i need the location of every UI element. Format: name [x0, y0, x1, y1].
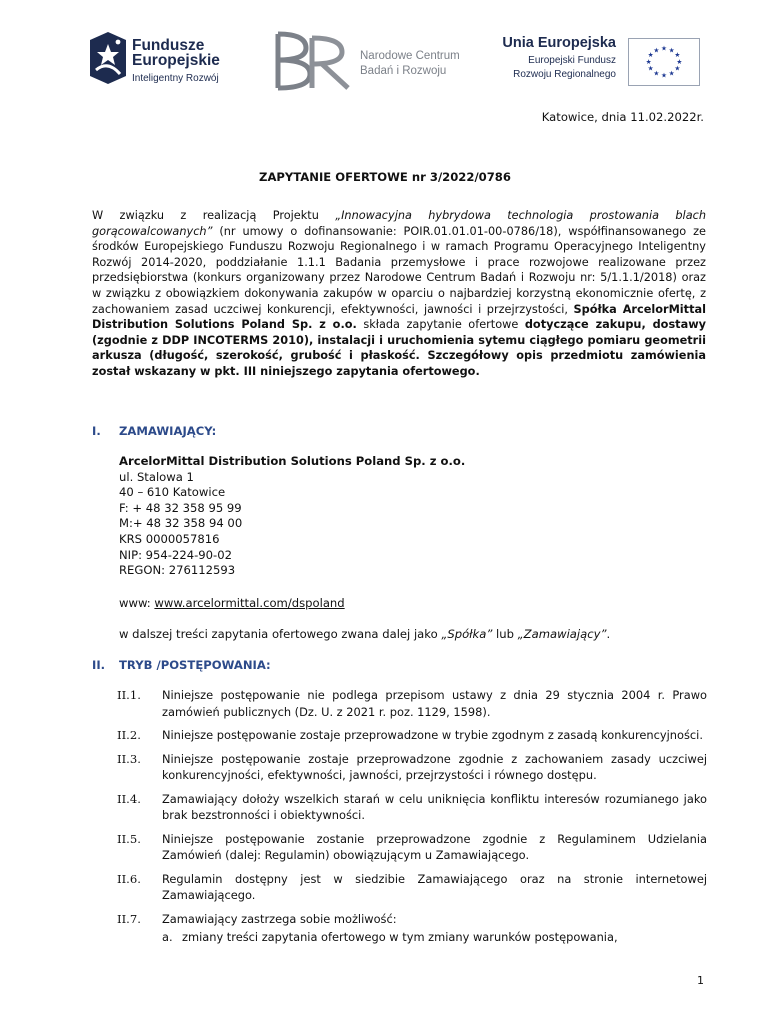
section-title: TRYB /POSTĘPOWANIA: — [119, 658, 271, 672]
ncbr-logo-line1: Narodowe Centrum — [360, 50, 460, 62]
project-title: „Innowacyjna hybrydowa technologia prostowania blach gorącowalcowanych” — [92, 209, 706, 238]
item-number: II.6. — [117, 871, 141, 886]
item-text: Niniejsze postępowanie nie podlega przepisom ustawy z dnia 29 stycznia 2004 r. Prawo zamówień publicznych (Dz. U. z 2021 r. poz. 1129, 1598). — [162, 688, 707, 719]
intro-paragraph — [92, 208, 706, 380]
list-item — [117, 727, 707, 744]
sub-list-item — [162, 929, 707, 945]
naming-note-text-2: lub — [492, 627, 518, 641]
section2-items — [117, 687, 707, 945]
unia-europejska-logo — [484, 32, 700, 90]
fundusze-europejskie-logo — [88, 30, 238, 90]
eu-flag-icon — [628, 38, 700, 86]
section-heading-tryb — [92, 658, 271, 672]
section-number: I. — [92, 424, 101, 438]
svg-text:★: ★ — [661, 71, 667, 80]
intro-text-2: (nr umowy o dofinansowanie: POIR.01.01.01-00-0786/18), współfinansowanego ze środków Europejskiego Funduszu Rozwoju Regionalnego i w ramach Programu Operacyjnego Inteligentny Rozwój 2014-2020, poddziałanie 1.1.1 Badania przemysłowe i prace rozwojowe realizowane przez przedsiębiorstwa (konkurs organizowany przez Narodowe Centrum Badań i Rozwoju nr: 5/1.1.1/2018) oraz w związku z obowiązkiem dokonywania zakupów w oparciu o najbardziej korzystną ekonomicznie ofertę, z zachowaniem zasad uczciwej konkurencji, efektywności, jawności i przejrzystości, — [92, 224, 706, 316]
address-line: KRS 0000057816 — [119, 531, 220, 546]
sub-item-letter: a. — [162, 930, 173, 944]
address-line: NIP: 954-224-90-02 — [119, 547, 232, 562]
address-line: M:+ 48 32 358 94 00 — [119, 516, 243, 531]
website-line — [119, 596, 345, 610]
naming-note — [119, 627, 610, 641]
orderer-address-block — [119, 454, 465, 579]
ue-logo-line1: Unia Europejska — [502, 35, 616, 51]
fe-logo-line3: Inteligentny Rozwój — [132, 73, 219, 84]
list-item — [117, 687, 707, 720]
naming-note-spolka: „Spółka” — [441, 627, 493, 641]
address-line: ul. Stalowa 1 — [119, 469, 194, 484]
fe-star-icon — [88, 30, 128, 86]
list-item — [117, 871, 707, 904]
website-label: www: — [119, 596, 155, 610]
list-item — [117, 751, 707, 784]
item-number: II.3. — [117, 751, 141, 766]
orderer-company-name: ArcelorMittal Distribution Solutions Poland Sp. z o.o. — [119, 454, 466, 468]
item-text: Regulamin dostępny jest w siedzibie Zamawiającego oraz na stronie internetowej Zamawiającego. — [162, 871, 707, 902]
item-number: II.5. — [117, 831, 141, 846]
list-item — [117, 831, 707, 864]
naming-note-text-1: w dalszej treści zapytania ofertowego zwana dalej jako — [119, 627, 442, 641]
section-number: II. — [92, 658, 106, 672]
header-logos — [88, 26, 700, 94]
item-text: Niniejsze postępowanie zostaje przeprowadzone zgodnie z zachowaniem zasady uczciwej konkurencyjności, efektywności, jawności, przejrzystości i równego dostępu. — [162, 751, 707, 782]
fe-logo-line1: Fundusze — [132, 37, 205, 54]
document-date: Katowice, dnia 11.02.2022r. — [541, 110, 704, 124]
ncbr-logo — [272, 28, 472, 94]
ue-logo-line3: Rozwoju Regionalnego — [513, 69, 616, 80]
item-text: Zamawiający zastrzega sobie możliwość: — [162, 911, 397, 926]
item-number: II.1. — [117, 688, 141, 702]
item-text: Niniejsze postępowanie zostanie przeprowadzone zgodnie z Regulaminem Udzielania Zamówień (dalej: Regulamin) obowiązującym u Zamawiającego. — [162, 831, 707, 862]
ncbr-br-icon — [272, 28, 360, 94]
list-item — [117, 791, 707, 824]
svg-text:★: ★ — [668, 46, 675, 55]
ncbr-logo-line2: Badań i Rozwoju — [360, 65, 447, 77]
svg-text:★: ★ — [674, 64, 681, 73]
section-heading-zamawiajacy — [92, 424, 216, 438]
item-number: II.4. — [117, 791, 141, 806]
website-link[interactable]: www.arcelormittal.com/dspoland — [154, 596, 345, 610]
item-number: II.7. — [117, 911, 141, 926]
ue-logo-line2: Europejski Fundusz — [528, 55, 616, 66]
intro-company: Spółka ArcelorMittal Distribution Solutions Poland Sp. z o.o. — [92, 302, 706, 332]
naming-note-text-3: . — [606, 627, 611, 641]
item-text: Niniejsze postępowanie zostaje przeprowadzone w trybie zgodnym z zasadą konkurencyjności. — [162, 728, 703, 742]
item-number: II.2. — [117, 728, 141, 742]
svg-text:★: ★ — [676, 57, 683, 66]
svg-text:★: ★ — [647, 64, 654, 73]
svg-text:★: ★ — [661, 44, 667, 53]
svg-text:★: ★ — [647, 51, 654, 60]
sub-item-text: zmiany treści zapytania ofertowego w tym zmiany warunków postępowania, — [182, 930, 618, 944]
list-item — [117, 911, 707, 928]
address-line: REGON: 276112593 — [119, 563, 236, 578]
svg-text:★: ★ — [668, 69, 675, 78]
naming-note-zamawiajacy: „Zamawiający” — [517, 627, 607, 641]
intro-text-1: W związku z realizacją Projektu — [92, 209, 336, 222]
intro-subject: dotyczące zakupu, dostawy (zgodnie z DDP INCOTERMS 2010), instalacji i uruchomienia sytemu ciągłego pomiaru geometrii arkusza (długość, szerokość, grubość i płaskość. Szczegółowy opis przedmiotu zamówienia został wskazany w pkt. III niniejszego zapytania ofertowego. — [92, 318, 706, 378]
svg-text:★: ★ — [645, 57, 652, 66]
fe-logo-line2: Europejskie — [132, 52, 220, 69]
intro-text-3: składa zapytanie ofertowe — [356, 318, 525, 332]
svg-text:★: ★ — [653, 69, 660, 78]
page-number: 1 — [697, 974, 704, 987]
address-line: F: + 48 32 358 95 99 — [119, 500, 242, 515]
address-line: 40 – 610 Katowice — [119, 485, 226, 500]
svg-text:★: ★ — [653, 46, 660, 55]
svg-text:★: ★ — [674, 51, 681, 60]
item-text: Zamawiający dołoży wszelkich starań w celu uniknięcia konfliktu interesów rozumianego jako brak bezstronności i obiektywności. — [162, 791, 707, 822]
document-title: ZAPYTANIE OFERTOWE nr 3/2022/0786 — [259, 170, 511, 184]
section-title: ZAMAWIAJĄCY: — [119, 424, 217, 438]
